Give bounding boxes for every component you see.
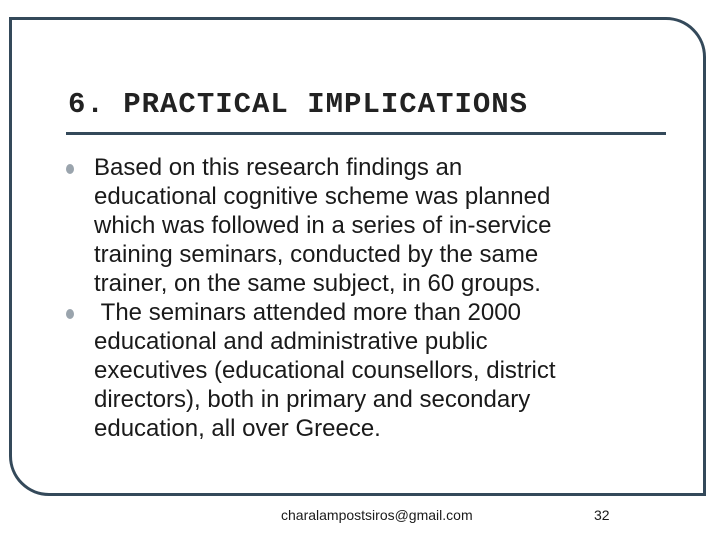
page-number: 32 [594, 507, 610, 523]
bullet-item [64, 153, 644, 298]
title-underline [66, 132, 666, 135]
bullet-dot-icon [66, 164, 74, 174]
footer-email: charalampostsiros@gmail.com [281, 507, 473, 523]
slide-title: 6. PRACTICAL IMPLICATIONS [68, 88, 529, 121]
bullet-text: Based on this research findings an educational cognitive scheme was planned which was followed in a series of in-service training seminars, conducted by the same trainer, on the same subject, in 60 groups. [94, 154, 552, 297]
bullet-item [64, 298, 644, 443]
bullet-list [64, 153, 644, 443]
bullet-dot-icon [66, 309, 74, 319]
bullet-text: The seminars attended more than 2000 educational and administrative public executives (educational counsellors, district directors), both in primary and secondary education, all over Greece. [94, 299, 556, 442]
